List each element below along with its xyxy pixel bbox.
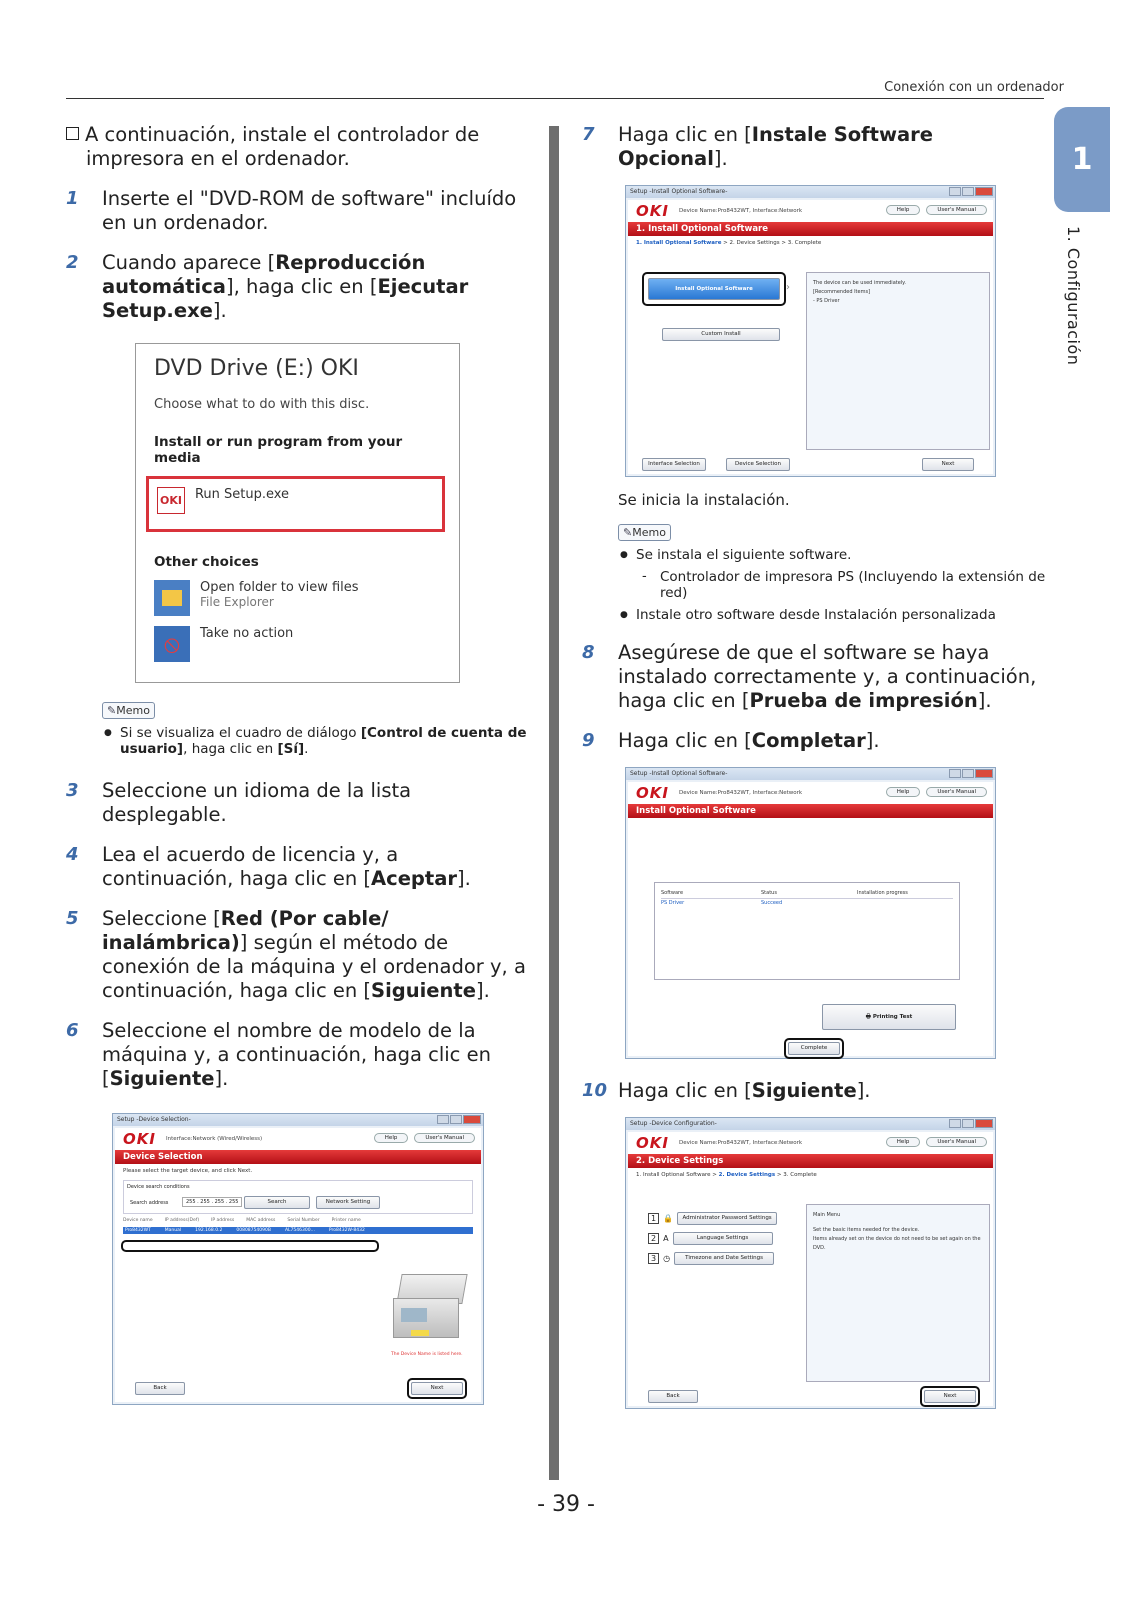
window-title: Setup -Device Configuration- xyxy=(630,1120,717,1127)
breadcrumb-active: 1. Install Optional Software xyxy=(636,240,722,246)
column-header: MAC address xyxy=(246,1218,276,1223)
memo-bold: [Sí] xyxy=(277,741,305,757)
window-body xyxy=(628,1132,993,1406)
info-panel xyxy=(806,1204,990,1382)
interface-selection-button[interactable]: Interface Selection xyxy=(642,458,706,471)
section-header: Install Optional Software xyxy=(628,804,993,818)
close-icon[interactable] xyxy=(975,769,993,778)
dialog-section: Install or run program from your media xyxy=(154,434,403,466)
maximize-icon[interactable] xyxy=(450,1115,462,1124)
column-header: Status xyxy=(761,890,777,896)
step-7 xyxy=(582,123,1047,171)
highlight-ring xyxy=(121,1240,379,1252)
step-text: ]. xyxy=(456,867,471,890)
dialog-prompt: Choose what to do with this disc. xyxy=(154,397,370,412)
manual-button[interactable]: User's Manual xyxy=(926,205,987,215)
panel-text: Set the basic items needed for the device. xyxy=(813,1227,920,1233)
step-bold: Ejecutar Setup.exe xyxy=(102,275,469,322)
window-body xyxy=(628,782,993,1056)
intro-text xyxy=(66,123,532,171)
right-column xyxy=(582,123,1047,1409)
search-button[interactable]: Search xyxy=(244,1196,310,1209)
step-number: 9 xyxy=(582,730,595,751)
option-sublabel: File Explorer xyxy=(200,595,274,609)
step-bold: Reproducción automática xyxy=(102,251,426,298)
search-group-label: Device search conditions xyxy=(127,1184,190,1190)
device-name: Interface:Network (Wired/Wireless) xyxy=(165,1136,263,1142)
table-cell: Pro8432WT xyxy=(125,1228,151,1233)
next-button[interactable]: Next xyxy=(922,458,974,471)
install-complete-window xyxy=(625,767,996,1059)
step-text: ]. xyxy=(977,689,992,712)
pen-icon: ✎ xyxy=(623,526,633,539)
step-bold: Completar xyxy=(751,729,866,752)
install-optional-window xyxy=(625,185,996,477)
step-text: ], haga clic en [ xyxy=(225,275,378,298)
install-started-text: Se inicia la instalación. xyxy=(618,491,790,509)
table-cell: 192.168.0.2 xyxy=(195,1228,223,1233)
memo-text: . xyxy=(304,741,309,757)
oki-logo: OKI xyxy=(636,202,669,220)
step-text: Lea el acuerdo de licencia y, a continuación, haga clic en [ xyxy=(102,843,399,890)
memo-bold: [Control de cuenta de usuario] xyxy=(120,725,527,757)
custom-install-button[interactable]: Custom Install xyxy=(662,328,780,341)
step-text: Seleccione [ xyxy=(102,907,221,930)
section-header: Device Selection xyxy=(115,1150,481,1164)
results-table xyxy=(654,882,960,980)
minimize-icon[interactable] xyxy=(949,1119,961,1128)
chapter-label: 1. Configuración xyxy=(1064,226,1083,366)
minimize-icon[interactable] xyxy=(949,187,961,196)
step-8 xyxy=(582,641,1047,713)
help-buttons xyxy=(374,1133,475,1143)
close-icon[interactable] xyxy=(975,1119,993,1128)
help-button[interactable]: Help xyxy=(374,1133,409,1143)
step-9 xyxy=(582,729,1047,753)
step-text: ]. xyxy=(212,299,227,322)
step-1 xyxy=(66,187,532,235)
device-name-note: The Device Name is listed here. xyxy=(391,1352,463,1357)
run-setup-option[interactable] xyxy=(146,476,445,532)
option-label: Run Setup.exe xyxy=(194,487,290,502)
step-bold: Prueba de impresión xyxy=(749,689,978,712)
table-cell: Succeed xyxy=(761,900,783,906)
column-header: Device name xyxy=(123,1218,153,1223)
minimize-icon[interactable] xyxy=(437,1115,449,1124)
maximize-icon[interactable] xyxy=(962,1119,974,1128)
step-number: 3 xyxy=(66,780,79,801)
memo-text: , haga clic en xyxy=(183,741,278,757)
step-10 xyxy=(582,1079,1047,1103)
memo-tag-label: Memo xyxy=(116,704,150,717)
panel-text: [Recommended Items] xyxy=(813,289,871,295)
table-cell: AL7546300... xyxy=(284,1228,315,1233)
device-name: Device Name:Pro8432WT, Interface:Network xyxy=(678,790,803,796)
help-buttons xyxy=(886,1137,987,1147)
column-header: Printer name xyxy=(331,1218,361,1223)
section-header: 2. Device Settings xyxy=(628,1154,993,1168)
dialog-section: Other choices xyxy=(154,554,259,570)
timezone-settings-button[interactable]: Timezone and Date Settings xyxy=(674,1252,774,1265)
breadcrumb-rest: > 3. Complete xyxy=(775,1172,817,1178)
folder-icon xyxy=(154,580,190,616)
network-setting-button[interactable]: Network Setting xyxy=(316,1196,380,1209)
help-button[interactable]: Help xyxy=(886,787,921,797)
step-text: Haga clic en [ xyxy=(618,1079,752,1102)
language-icon: A xyxy=(663,1234,669,1243)
step-number: 10 xyxy=(582,1080,608,1101)
no-entry-icon: ⦸ xyxy=(154,626,190,662)
step-3 xyxy=(66,779,532,827)
complete-button[interactable]: Complete xyxy=(788,1042,840,1055)
no-action-option[interactable] xyxy=(154,626,441,662)
breadcrumb-active: 2. Device Settings xyxy=(718,1172,776,1178)
table-row[interactable] xyxy=(123,1227,473,1234)
memo-item: ● Instale otro software desde Instalación personalizada xyxy=(618,607,1047,623)
chapter-tab[interactable]: 1 xyxy=(1054,107,1110,212)
clock-icon: ◷ xyxy=(663,1254,671,1263)
step-number: 2 xyxy=(66,252,79,273)
step-text: Inserte el "DVD-ROM de software" incluído en un ordenador. xyxy=(102,187,517,234)
step-text: ]. xyxy=(856,1079,871,1102)
maximize-icon[interactable] xyxy=(962,187,974,196)
step-text: ] según el método de conexión de la máquina y el ordenador y, a continuación, haga clic en [ xyxy=(102,931,526,1002)
manual-button[interactable]: User's Manual xyxy=(414,1133,475,1143)
manual-button[interactable]: User's Manual xyxy=(926,787,987,797)
table-cell: PS Driver xyxy=(661,900,685,906)
dvd-autoplay-dialog xyxy=(135,343,460,683)
help-button[interactable]: Help xyxy=(886,1137,921,1147)
checkbox-icon xyxy=(66,127,79,140)
step-text: Seleccione el nombre de modelo de la máquina y, a continuación, haga clic en [ xyxy=(102,1019,491,1090)
maximize-icon[interactable] xyxy=(962,769,974,778)
step-bold: Siguiente xyxy=(109,1067,215,1090)
memo-item: ● Se instala el siguiente software. xyxy=(618,547,1047,563)
window-titlebar xyxy=(113,1114,483,1126)
left-column xyxy=(66,123,532,1405)
item-number: 3 xyxy=(648,1253,659,1264)
highlight-ring xyxy=(920,1386,980,1407)
back-button[interactable]: Back xyxy=(135,1382,185,1395)
highlight-ring xyxy=(407,1378,467,1399)
step-text: Haga clic en [ xyxy=(618,123,752,146)
column-header: Installation progress xyxy=(857,890,908,896)
memo-tag xyxy=(102,702,155,719)
step-text: Haga clic en [ xyxy=(618,729,752,752)
device-settings-window xyxy=(625,1117,996,1409)
close-icon[interactable] xyxy=(463,1115,481,1124)
option-label: Take no action xyxy=(200,626,294,641)
breadcrumb xyxy=(628,1168,993,1182)
next-button[interactable]: Next xyxy=(924,1390,976,1403)
breadcrumb-rest: > 2. Device Settings > 3. Complete xyxy=(721,240,822,246)
settings-item-1[interactable] xyxy=(648,1212,777,1225)
device-name: Device Name:Pro8432WT, Interface:Network xyxy=(678,1140,803,1146)
app-topbar xyxy=(628,1132,993,1154)
panel-title: Main Menu xyxy=(813,1212,841,1218)
app-topbar xyxy=(115,1128,481,1150)
step-bold: Aceptar xyxy=(371,867,457,890)
lock-icon: 🔒 xyxy=(663,1214,674,1223)
device-selection-window xyxy=(112,1113,484,1405)
language-settings-button[interactable]: Language Settings xyxy=(673,1232,773,1245)
search-address-label: Search address xyxy=(130,1200,169,1206)
back-button[interactable]: Back xyxy=(648,1390,698,1403)
info-panel xyxy=(806,272,990,450)
close-icon[interactable] xyxy=(975,187,993,196)
panel-text: - PS Driver xyxy=(813,298,840,304)
highlight-ring xyxy=(642,272,786,306)
memo-text: Si se visualiza el cuadro de diálogo xyxy=(120,725,361,741)
window-body xyxy=(628,200,993,474)
device-name: Device Name:Pro8432WT, Interface:Network xyxy=(678,208,803,214)
printer-icon: 🖶 xyxy=(865,1014,873,1020)
step-number: 1 xyxy=(66,188,79,209)
step-bold: Instale Software Opcional xyxy=(618,123,933,170)
step-4 xyxy=(66,843,532,891)
memo-box xyxy=(618,521,1047,623)
help-button[interactable]: Help xyxy=(886,205,921,215)
panel-text: Items already set on the device do not need to be set again on the DVD. xyxy=(813,1236,981,1251)
window-title: Setup -Install Optional Software- xyxy=(630,188,728,195)
button-label: Printing Test xyxy=(872,1014,913,1020)
help-buttons xyxy=(886,787,987,797)
table-header xyxy=(123,1218,473,1223)
pen-icon: ✎ xyxy=(107,704,117,717)
window-titlebar xyxy=(626,768,995,780)
open-folder-option[interactable] xyxy=(154,580,441,616)
table-row xyxy=(661,899,953,908)
window-titlebar xyxy=(626,186,995,198)
app-topbar xyxy=(628,782,993,804)
minimize-icon[interactable] xyxy=(949,769,961,778)
column-divider xyxy=(549,126,559,1480)
step-bold: Red (Por cable/ inalámbrica) xyxy=(102,907,389,954)
step-text: ]. xyxy=(713,147,728,170)
step-bold: Siguiente xyxy=(751,1079,857,1102)
running-header: Conexión con un ordenador xyxy=(884,80,1064,95)
printing-test-button[interactable] xyxy=(822,1004,956,1030)
memo-tag-label: Memo xyxy=(632,526,666,539)
window-title: Setup -Install Optional Software- xyxy=(630,770,728,777)
table-cell: Manual xyxy=(164,1228,182,1233)
device-selection-button[interactable]: Device Selection xyxy=(726,458,790,471)
window-body xyxy=(115,1128,481,1402)
page-number: - 39 - xyxy=(537,1492,595,1517)
breadcrumb-first: 1. Install Optional Software > xyxy=(636,1172,719,1178)
address-input[interactable]: 255 . 255 . 255 . 255 xyxy=(182,1197,242,1207)
admin-password-button[interactable]: Administrator Password Settings xyxy=(677,1212,777,1225)
manual-button[interactable]: User's Manual xyxy=(926,1137,987,1147)
column-header: IP address xyxy=(211,1218,235,1223)
step-number: 4 xyxy=(66,844,79,865)
highlight-ring xyxy=(784,1038,844,1059)
instruction: Please select the target device, and click Next. xyxy=(123,1168,253,1174)
memo-box xyxy=(102,699,532,757)
step-text: Asegúrese de que el software se haya instalado correctamente y, a continuación, haga clic en [ xyxy=(618,641,1037,712)
column-header: IP address(Def) xyxy=(164,1218,200,1223)
window-controls xyxy=(437,1115,481,1124)
section-header: 1. Install Optional Software xyxy=(628,222,993,236)
step-6 xyxy=(66,1019,532,1091)
oki-logo: OKI xyxy=(123,1130,156,1148)
intro-label: A continuación, instale el controlador de impresora en el ordenador. xyxy=(85,123,480,170)
column-header: Serial Number xyxy=(287,1218,320,1223)
step-5 xyxy=(66,907,532,1003)
oki-logo-icon: OKI xyxy=(157,487,185,514)
breadcrumb xyxy=(628,236,993,250)
step-text: ]. xyxy=(865,729,880,752)
settings-item-3[interactable] xyxy=(648,1252,774,1265)
window-title: Setup -Device Selection- xyxy=(117,1116,191,1123)
step-bold: Siguiente xyxy=(371,979,476,1002)
memo-item xyxy=(102,725,532,757)
step-text: ]. xyxy=(214,1067,229,1090)
step-number: 5 xyxy=(66,908,79,929)
step-text: Cuando aparece [ xyxy=(102,251,276,274)
table-header xyxy=(661,889,953,899)
panel-text: The device can be used immediately. xyxy=(813,280,907,286)
step-number: 6 xyxy=(66,1020,79,1041)
printer-icon xyxy=(391,1268,469,1342)
table-cell: Pro8432W-8432 xyxy=(328,1228,365,1233)
help-buttons xyxy=(886,205,987,215)
step-2 xyxy=(66,251,532,323)
step-text: Seleccione un idioma de la lista desplegable. xyxy=(102,779,412,826)
step-text: ]. xyxy=(475,979,490,1002)
settings-item-2[interactable] xyxy=(648,1232,773,1245)
item-number: 1 xyxy=(648,1213,659,1224)
step-number: 7 xyxy=(582,124,595,145)
install-optional-button[interactable]: Install Optional Software xyxy=(648,278,780,300)
dialog-title: DVD Drive (E:) OKI xyxy=(154,356,359,381)
oki-logo: OKI xyxy=(636,1134,669,1152)
search-group xyxy=(123,1180,473,1214)
oki-logo: OKI xyxy=(636,784,669,802)
memo-subitem: - Controlador de impresora PS (Incluyendo la extensión de red) xyxy=(618,569,1047,601)
table-cell: 00808754090B xyxy=(236,1228,271,1233)
window-titlebar xyxy=(626,1118,995,1130)
option-label: Open folder to view files xyxy=(200,580,359,595)
next-button[interactable]: Next xyxy=(411,1382,463,1395)
item-number: 2 xyxy=(648,1233,659,1244)
window-controls xyxy=(949,769,993,778)
app-topbar xyxy=(628,200,993,222)
header-rule xyxy=(66,98,1044,99)
window-controls xyxy=(949,1119,993,1128)
column-header: Software xyxy=(661,890,684,896)
chevron-right-icon: › xyxy=(786,282,790,293)
step-number: 8 xyxy=(582,642,595,663)
memo-tag xyxy=(618,524,671,541)
window-controls xyxy=(949,187,993,196)
